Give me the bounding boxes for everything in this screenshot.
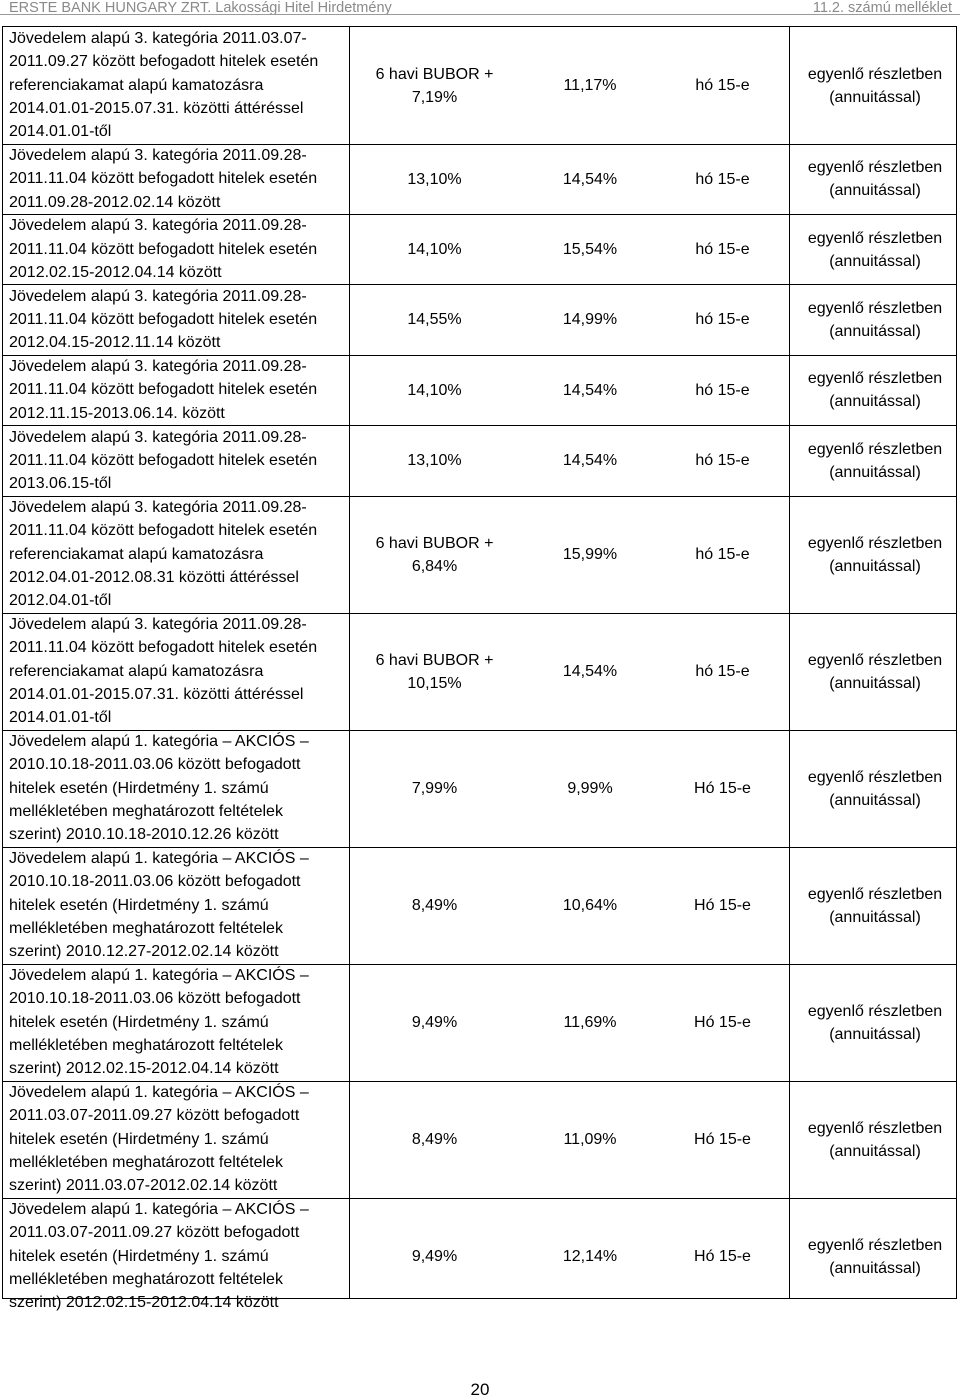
description-line: 2013.06.15-től [9, 475, 112, 493]
repayment-method-line: egyenlő részletben [807, 229, 943, 247]
description-line: szerint) 2012.02.15-2012.04.14 között [9, 1060, 279, 1078]
table-row [0, 27, 960, 144]
thm-value: 14,54% [562, 381, 618, 399]
description-line: Jövedelem alapú 3. kategória 2011.09.28- [9, 147, 307, 164]
thm-value: 11,09% [563, 1131, 617, 1148]
table-row [0, 847, 960, 964]
description-line: szerint) 2011.03.07-2012.02.14 között [9, 1177, 278, 1195]
interest-rate-line: 8,49% [411, 1131, 458, 1148]
description-line: hitelek esetén (Hirdetmény 1. számú [9, 1130, 269, 1148]
thm-value: 11,69% [563, 1014, 617, 1031]
table-row [0, 1198, 960, 1315]
description-line: 2010.10.18-2011.03.06 között befogadott [9, 756, 301, 774]
repayment-method [795, 1234, 955, 1280]
interest-rate [352, 532, 517, 578]
interest-rate [352, 777, 517, 800]
table-row [0, 964, 960, 1081]
table-row [0, 426, 960, 496]
repayment-method [795, 1117, 955, 1163]
repayment-method [795, 227, 955, 273]
loan-description [9, 847, 349, 963]
interest-rate [352, 168, 517, 191]
interest-rate-line: 13,10% [407, 170, 462, 188]
description-line: Jövedelem alapú 1. kategória – AKCIÓS – [9, 850, 309, 867]
due-date: hó 15-e [695, 77, 750, 94]
repayment-method-line: egyenlő részletben [807, 534, 943, 552]
description-line: Jövedelem alapú 3. kategória 2011.09.28- [9, 428, 307, 446]
interest-rate-line: 6 havi BUBOR + [375, 651, 494, 669]
description-line: mellékletében meghatározott feltételek [9, 1036, 283, 1054]
description-line: Jövedelem alapú 1. kategória – AKCIÓS – [9, 733, 309, 750]
description-line: Jövedelem alapú 3. kategória 2011.03.07- [9, 30, 307, 47]
repayment-method [795, 438, 955, 484]
interest-rate-line: 6 havi BUBOR + [375, 65, 494, 83]
description-line: 2011.11.04 között befogadott hitelek esetén [9, 639, 318, 657]
thm-value: 14,54% [562, 170, 618, 188]
thm-value: 14,54% [562, 452, 618, 470]
due-date: Hó 15-e [694, 1014, 751, 1031]
interest-rate [352, 649, 517, 695]
thm-value: 15,54% [562, 241, 618, 259]
thm-value: 11,17% [563, 77, 617, 94]
description-line: 2011.11.04 között befogadott hitelek esetén [9, 522, 318, 540]
table-row [0, 730, 960, 847]
due-date: hó 15-e [695, 381, 750, 399]
description-line: Jövedelem alapú 3. kategória 2011.09.28- [9, 358, 307, 376]
due-date: Hó 15-e [694, 897, 751, 914]
description-line: 2011.11.04 között befogadott hitelek esetén [9, 240, 318, 258]
interest-rate [352, 379, 517, 402]
repayment-method-line: egyenlő részletben [807, 299, 943, 317]
due-date: Hó 15-e [694, 1248, 751, 1265]
description-line: mellékletében meghatározott feltételek [9, 802, 283, 820]
repayment-method-line: egyenlő részletben [807, 1002, 943, 1020]
page-header [0, 0, 960, 22]
due-date: hó 15-e [695, 546, 750, 563]
repayment-method [795, 63, 955, 109]
description-line: mellékletében meghatározott feltételek [9, 1270, 283, 1288]
repayment-method-line: (annuitással) [829, 1259, 921, 1277]
repayment-method-line: egyenlő részletben [807, 768, 943, 786]
table-row [0, 285, 960, 355]
description-line: szerint) 2012.02.15-2012.04.14 között [9, 1294, 279, 1312]
repayment-method [795, 1000, 955, 1046]
description-line: 2010.10.18-2011.03.06 között befogadott [9, 873, 301, 891]
description-line: mellékletében meghatározott feltételek [9, 919, 283, 937]
description-line: szerint) 2010.10.18-2010.12.26 között [9, 826, 279, 844]
description-line: 2011.11.04 között befogadott hitelek esetén [9, 451, 318, 469]
loan-description [9, 496, 349, 612]
description-line: referenciakamat alapú kamatozásra [9, 76, 264, 94]
repayment-method-line: (annuitással) [829, 252, 921, 270]
interest-rate-line: 7,99% [411, 780, 458, 797]
description-line: 2014.01.01-től [9, 709, 112, 727]
loan-description [9, 1081, 349, 1197]
description-line: 2011.11.04 között befogadott hitelek esetén [9, 311, 318, 329]
description-line: Jövedelem alapú 1. kategória – AKCIÓS – [9, 1201, 309, 1218]
interest-rate [352, 308, 517, 331]
loan-description [9, 613, 349, 729]
due-date: hó 15-e [695, 663, 750, 680]
description-line: 2012.04.15-2012.11.14 között [9, 334, 221, 352]
loan-description [9, 730, 349, 846]
interest-rate-line: 9,49% [411, 1248, 458, 1265]
interest-rate-line: 13,10% [407, 452, 462, 470]
repayment-method-line: (annuitással) [829, 393, 921, 411]
thm-value: 14,54% [562, 663, 618, 680]
description-line: Jövedelem alapú 3. kategória 2011.09.28- [9, 499, 307, 516]
interest-rate [352, 1011, 517, 1034]
interest-rate [352, 449, 517, 472]
description-line: 2012.11.15-2013.06.14. között [9, 404, 225, 422]
description-line: 2012.02.15-2012.04.14 között [9, 263, 222, 281]
interest-rate-line: 6 havi BUBOR + [375, 534, 494, 552]
due-date: hó 15-e [695, 311, 750, 329]
repayment-method-line: (annuitással) [829, 182, 921, 200]
description-line: 2012.04.01-től [9, 592, 112, 610]
description-line: hitelek esetén (Hirdetmény 1. számú [9, 1013, 269, 1031]
due-date: Hó 15-e [694, 780, 751, 797]
description-line: 2011.11.04 között befogadott hitelek esetén [9, 381, 318, 399]
repayment-method [795, 156, 955, 202]
loan-description [9, 27, 349, 143]
table-row [0, 355, 960, 425]
repayment-method-line: (annuitással) [829, 322, 921, 340]
repayment-method-line: (annuitással) [829, 463, 921, 481]
description-line: 2011.03.07-2011.09.27 között befogadott [9, 1224, 300, 1242]
loan-description [9, 214, 349, 284]
table-row [0, 1081, 960, 1198]
header-rule [0, 14, 960, 15]
description-line: Jövedelem alapú 1. kategória – AKCIÓS – [9, 1084, 309, 1101]
loan-description [9, 1198, 349, 1314]
repayment-method-line: (annuitással) [829, 791, 921, 809]
description-line: mellékletében meghatározott feltételek [9, 1153, 283, 1171]
repayment-method [795, 649, 955, 695]
description-line: 2014.01.01-től [9, 123, 112, 141]
interest-rate-line: 6,84% [411, 557, 458, 575]
description-line: Jövedelem alapú 1. kategória – AKCIÓS – [9, 967, 309, 984]
description-line: hitelek esetén (Hirdetmény 1. számú [9, 896, 269, 914]
repayment-method-line: (annuitással) [829, 1142, 921, 1160]
repayment-method-line: egyenlő részletben [807, 1119, 943, 1137]
loan-description [9, 964, 349, 1080]
repayment-method-line: (annuitással) [829, 908, 921, 926]
description-line: 2010.10.18-2011.03.06 között befogadott [9, 990, 301, 1008]
interest-rate-line: 8,49% [411, 897, 458, 914]
interest-rate-line: 14,10% [407, 241, 462, 259]
description-line: 2011.03.07-2011.09.27 között befogadott [9, 1107, 300, 1125]
description-line: referenciakamat alapú kamatozásra [9, 545, 264, 563]
description-line: 2011.11.04 között befogadott hitelek esetén [9, 170, 318, 188]
thm-value: 12,14% [562, 1248, 618, 1265]
description-line: Jövedelem alapú 3. kategória 2011.09.28- [9, 217, 307, 235]
repayment-method-line: (annuitással) [829, 674, 921, 692]
table-row [0, 496, 960, 613]
interest-rate [352, 1245, 517, 1268]
table-row [0, 214, 960, 284]
thm-value: 9,99% [567, 780, 613, 797]
repayment-method [795, 532, 955, 578]
description-line: hitelek esetén (Hirdetmény 1. számú [9, 1247, 269, 1265]
interest-rate [352, 63, 517, 109]
repayment-method-line: egyenlő részletben [807, 651, 943, 669]
repayment-method [795, 766, 955, 812]
interest-rate-line: 10,15% [407, 674, 462, 692]
repayment-method-line: egyenlő részletben [807, 159, 943, 177]
interest-rate-line: 14,55% [407, 311, 462, 329]
description-line: 2014.01.01-2015.07.31. közötti áttéréssel [9, 685, 304, 703]
interest-rate-line: 7,19% [411, 88, 458, 106]
loan-description [9, 144, 349, 214]
repayment-method [795, 297, 955, 343]
header-annex-label: 11.2. számú melléklet [812, 0, 952, 16]
page-number: 20 [470, 1380, 490, 1399]
due-date: hó 15-e [695, 452, 750, 470]
description-line: hitelek esetén (Hirdetmény 1. számú [9, 779, 269, 797]
table-row [0, 613, 960, 730]
description-line: 2012.04.01-2012.08.31 közötti áttéréssel [9, 568, 299, 586]
description-line: 2011.09.28-2012.02.14 között [9, 193, 221, 211]
loan-description [9, 285, 349, 355]
interest-rate-line: 9,49% [411, 1014, 458, 1031]
due-date: Hó 15-e [694, 1131, 751, 1148]
interest-rate [352, 1128, 517, 1151]
loan-description [9, 426, 349, 496]
thm-value: 10,64% [562, 897, 618, 914]
repayment-method [795, 883, 955, 929]
table-row [0, 144, 960, 214]
due-date: hó 15-e [695, 170, 750, 188]
repayment-method-line: (annuitással) [829, 557, 921, 575]
header-bank-title: ERSTE BANK HUNGARY ZRT. Lakossági Hitel Hirdetmény [9, 0, 392, 16]
repayment-method [795, 367, 955, 413]
repayment-method-line: egyenlő részletben [807, 370, 943, 388]
interest-rate [352, 238, 517, 261]
description-line: 2011.09.27 között befogadott hitelek esetén [9, 53, 319, 71]
interest-rate-line: 14,10% [407, 381, 462, 399]
thm-value: 14,99% [562, 311, 618, 329]
interest-rate [352, 894, 517, 917]
description-line: szerint) 2010.12.27-2012.02.14 között [9, 943, 279, 961]
repayment-method-line: (annuitással) [829, 1025, 921, 1043]
description-line: referenciakamat alapú kamatozásra [9, 662, 264, 680]
repayment-method-line: (annuitással) [829, 88, 921, 106]
description-line: Jövedelem alapú 3. kategória 2011.09.28- [9, 287, 307, 305]
loan-description [9, 355, 349, 425]
description-line: Jövedelem alapú 3. kategória 2011.09.28- [9, 616, 307, 633]
description-line: 2014.01.01-2015.07.31. közötti áttéréssel [9, 99, 304, 117]
repayment-method-line: egyenlő részletben [807, 440, 943, 458]
due-date: hó 15-e [695, 241, 750, 259]
repayment-method-line: egyenlő részletben [807, 65, 943, 83]
repayment-method-line: egyenlő részletben [807, 1236, 943, 1254]
repayment-method-line: egyenlő részletben [807, 885, 943, 903]
thm-value: 15,99% [562, 546, 618, 563]
